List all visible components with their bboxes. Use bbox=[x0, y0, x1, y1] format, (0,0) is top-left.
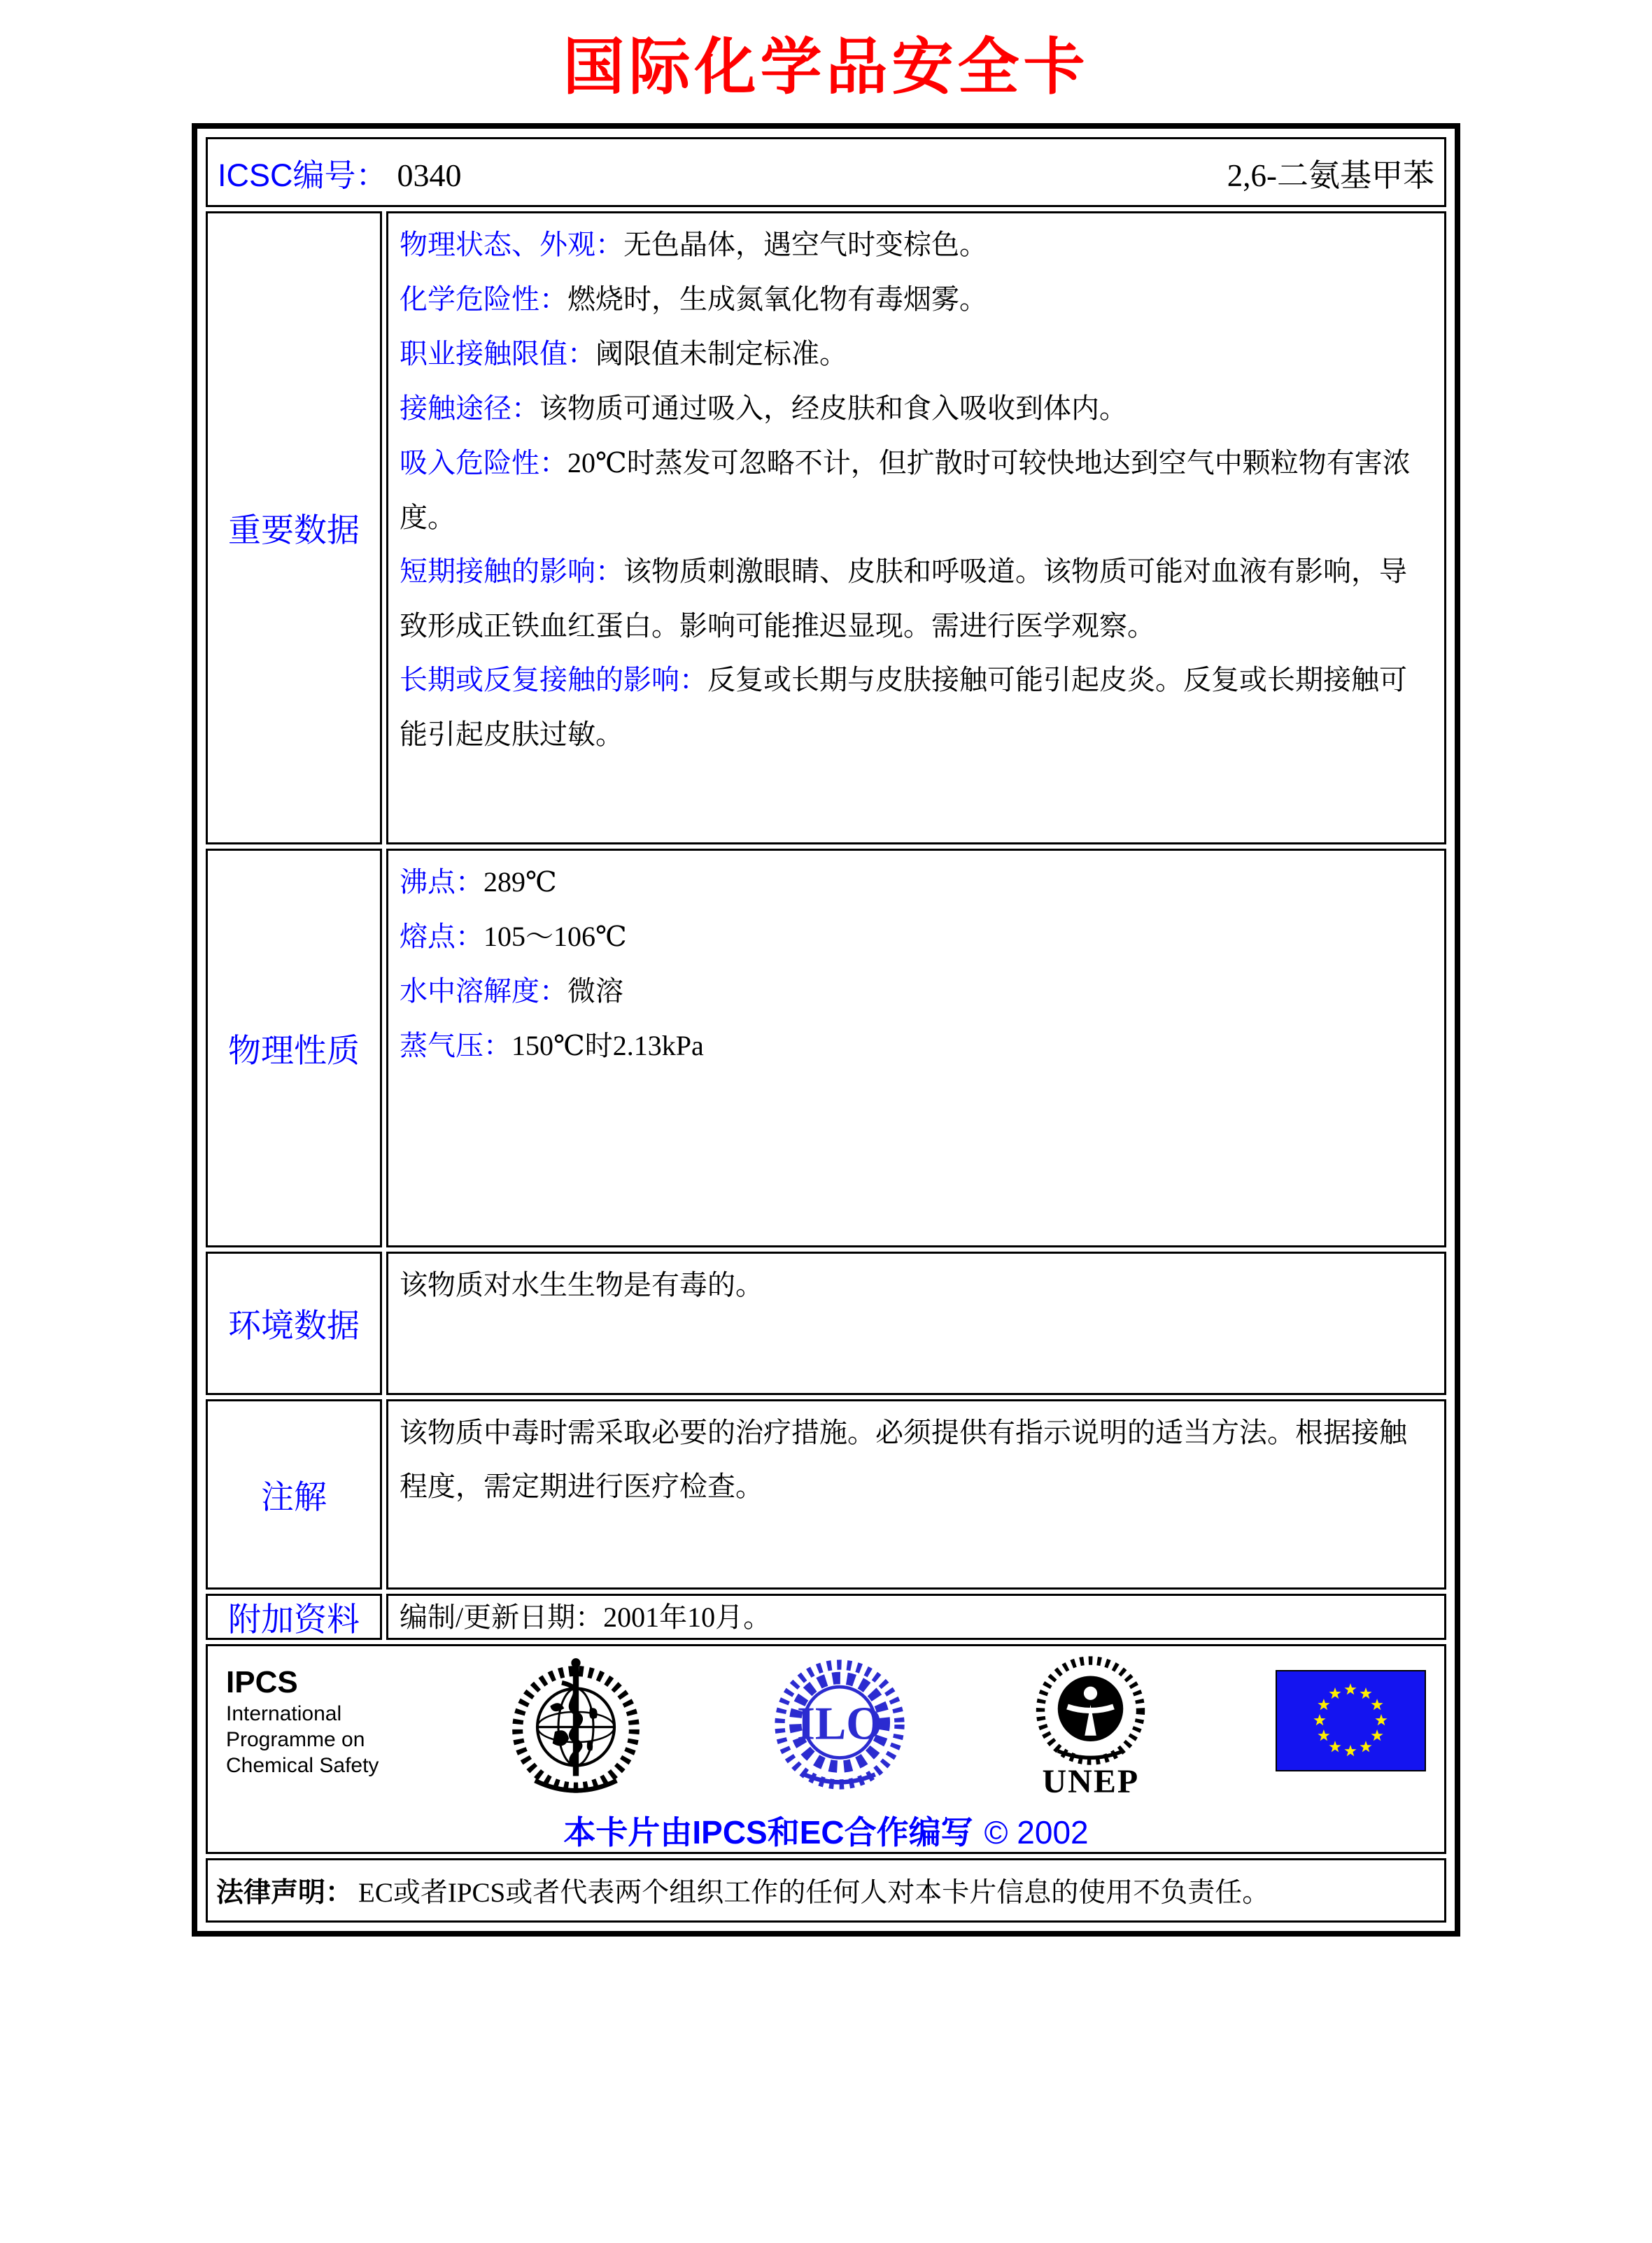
field-text: 289℃ bbox=[483, 866, 557, 898]
legal-text: EC或者IPCS或者代表两个组织工作的任何人对本卡片信息的使用不负责任。 bbox=[358, 1878, 1270, 1908]
important-item bbox=[400, 544, 1433, 653]
ipcs-line: International bbox=[226, 1702, 342, 1725]
physical-item bbox=[400, 910, 1433, 964]
physical-item bbox=[400, 1019, 1433, 1073]
important-data-content bbox=[386, 211, 1446, 844]
ilo-letters: ILO bbox=[796, 1698, 882, 1750]
header-row bbox=[206, 137, 1446, 207]
environmental-data-row bbox=[206, 1252, 1446, 1395]
field-label: 沸点： bbox=[400, 867, 483, 898]
eu-flag bbox=[1276, 1655, 1426, 1771]
section-label-additional-info: 附加资料 bbox=[206, 1594, 382, 1640]
section-label-environmental-data: 环境数据 bbox=[206, 1252, 382, 1395]
ipcs-title: IPCS bbox=[226, 1665, 298, 1699]
field-text: 20℃时蒸发可忽略不计，但扩散时可较快地达到空气中颗粒物有害浓度。 bbox=[400, 447, 1411, 533]
who-logo bbox=[506, 1655, 646, 1803]
header-cell bbox=[206, 137, 1446, 207]
page-title: 国际化学品安全卡 bbox=[563, 34, 1089, 102]
ilo-logo-icon bbox=[773, 1655, 906, 1795]
field-label: 长期或反复接触的影响： bbox=[400, 665, 707, 695]
legal-cell bbox=[206, 1858, 1446, 1923]
logos-row bbox=[206, 1644, 1446, 1854]
physical-properties-row bbox=[206, 849, 1446, 1247]
icsc-document-page bbox=[0, 18, 1652, 2243]
icsc-number-value: 0340 bbox=[397, 157, 462, 193]
field-label: 物理状态、外观： bbox=[400, 229, 623, 260]
field-label: 职业接触限值： bbox=[400, 339, 595, 369]
physical-item bbox=[400, 964, 1433, 1019]
icsc-number-label: ICSC编号： bbox=[218, 157, 388, 193]
legal-row bbox=[206, 1858, 1446, 1923]
field-text: 反复或长期与皮肤接触可能引起皮炎。反复或长期接触可能引起皮肤过敏。 bbox=[400, 664, 1407, 750]
notes-text: 该物质中毒时需采取必要的治疗措施。必须提供有指示说明的适当方法。根据接触程度，需定期进行医疗检查。 bbox=[400, 1417, 1407, 1502]
important-item bbox=[400, 653, 1433, 761]
additional-info-content: 编制/更新日期：2001年10月。 bbox=[386, 1594, 1446, 1640]
eu-flag-icon bbox=[1276, 1670, 1426, 1771]
important-item bbox=[400, 218, 1433, 272]
physical-item bbox=[400, 855, 1433, 910]
field-label: 接触途径： bbox=[400, 393, 539, 424]
field-text: 105～106℃ bbox=[483, 921, 627, 952]
important-item bbox=[400, 381, 1433, 436]
field-label: 短期接触的影响： bbox=[400, 556, 623, 587]
icsc-number-group bbox=[218, 150, 462, 195]
ipcs-text-block bbox=[226, 1655, 379, 1778]
environmental-data-content bbox=[386, 1252, 1446, 1395]
important-item bbox=[400, 327, 1433, 381]
field-label: 蒸气压： bbox=[400, 1031, 511, 1061]
field-label: 吸入危险性： bbox=[400, 448, 567, 479]
logos-cell bbox=[206, 1644, 1446, 1854]
cooperation-caption bbox=[226, 1807, 1426, 1853]
ipcs-line: Chemical Safety bbox=[226, 1754, 379, 1777]
ipcs-line: Programme on bbox=[226, 1728, 365, 1751]
chemical-name: 2,6-二氨基甲苯 bbox=[1227, 157, 1434, 193]
field-label: 化学危险性： bbox=[400, 284, 567, 315]
important-data-row bbox=[206, 211, 1446, 844]
unep-logo bbox=[1033, 1655, 1148, 1801]
copyright-text: © 2002 bbox=[984, 1814, 1089, 1851]
additional-info-row bbox=[206, 1594, 1446, 1640]
section-label-physical-properties: 物理性质 bbox=[206, 849, 382, 1247]
field-label: 水中溶解度： bbox=[400, 976, 567, 1007]
unep-logo-icon bbox=[1033, 1655, 1148, 1767]
physical-properties-content bbox=[386, 849, 1446, 1247]
field-text: 150℃时2.13kPa bbox=[511, 1030, 704, 1061]
section-label-important-data: 重要数据 bbox=[206, 211, 382, 844]
field-text: 微溶 bbox=[567, 975, 623, 1007]
environment-text: 该物质对水生生物是有毒的。 bbox=[400, 1269, 763, 1301]
field-text: 该物质可通过吸入，经皮肤和食入吸收到体内。 bbox=[539, 392, 1127, 424]
field-text: 该物质刺激眼睛、皮肤和呼吸道。该物质可能对血液有影响，导致形成正铁血红蛋白。影响可能推迟显现。需进行医学观察。 bbox=[400, 556, 1407, 642]
important-item bbox=[400, 272, 1433, 327]
logo-strip bbox=[226, 1655, 1426, 1803]
ilo-logo bbox=[773, 1655, 906, 1795]
notes-content bbox=[386, 1399, 1446, 1590]
notes-row bbox=[206, 1399, 1446, 1590]
icsc-card-table bbox=[192, 123, 1460, 1937]
important-item bbox=[400, 436, 1433, 544]
legal-label: 法律声明： bbox=[216, 1878, 353, 1908]
field-text: 阈限值未制定标准。 bbox=[595, 338, 847, 369]
field-text: 燃烧时，生成氮氧化物有毒烟雾。 bbox=[567, 283, 987, 315]
caption-text: 本卡片由IPCS和EC合作编写 bbox=[563, 1814, 973, 1851]
field-text: 无色晶体，遇空气时变棕色。 bbox=[623, 229, 987, 260]
field-label: 熔点： bbox=[400, 921, 483, 952]
section-label-notes: 注解 bbox=[206, 1399, 382, 1590]
unep-wordmark: UNEP bbox=[1042, 1763, 1140, 1800]
who-logo-icon bbox=[506, 1655, 646, 1803]
